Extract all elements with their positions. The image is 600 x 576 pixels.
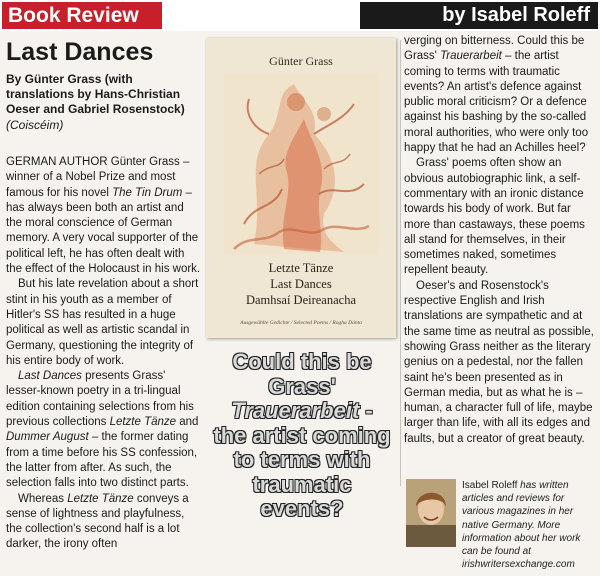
text-run: Oeser's and Rosenstock's respective English and Irish translations are sympathetic and at the same time as neutral as possible, showing Grass neither as the literary genius on a pedestal, nor the fallen saint he's been presented as in German media, but as what he is – human, a character full of life, maybe larger than life, with all its edges and faults, but a creator of great beauty. (404, 279, 594, 445)
author-byline: by Isabel Roleff (360, 2, 598, 29)
text-run: - the artist coming to terms with traumatic events? (213, 398, 391, 521)
cover-subtitle: Ausgewählte Gedichte / Selected Poems / Rogha Dánta (240, 320, 362, 326)
cover-title-line: Damhsaí Deireanacha (245, 293, 356, 307)
paragraph (404, 34, 596, 156)
text-run: GERMAN AUTHOR Günter Grass – winner of a Nobel Prize and most famous for his novel (6, 156, 190, 199)
cover-illustration (224, 74, 378, 254)
text-run: But his late revelation about a short stint in his youth as a member of Hitler's SS has resulted in a huge political as well as artistic scandal in Germany, questioning the integrity of his entire body of work. (6, 278, 199, 367)
text-run: – has always been both an artist and the moral conscience of German memory. A very vocal supporter of the political left, he has often dealt with the effect of the Holocaust in his work. (6, 186, 201, 276)
cover-author: Günter Grass (269, 54, 333, 68)
pull-quote (212, 350, 392, 522)
book-title: The Tin Drum (112, 186, 183, 199)
cover-title-line: Letzte Tänze (268, 261, 334, 275)
text-run: verging on bitterness. Could this be Grass' (404, 35, 585, 63)
text-run: Could this be Grass' (232, 349, 372, 399)
article-column-1 (6, 155, 202, 553)
bio-text (462, 479, 598, 571)
text-run: – the artist coming to terms with traumatic events? An artist's defence against public moral criticism? Or a defence against his bashing by the so-called moral authorities, who were only too happy that he had an Achilles heel? (404, 50, 589, 155)
emphasis: Trauerarbeit (231, 398, 360, 423)
cover-title (206, 260, 396, 308)
text-run: Grass' poems often show an obvious autobiographic link, a self-commentary with an ironic distance towards his body of work. But far more than castaways, these poems all stand for themselves, in their sometimes naked, sometimes repellent beauty. (404, 157, 585, 277)
text-run: Whereas (18, 492, 68, 505)
column-divider (400, 40, 401, 486)
author-photo (406, 479, 456, 547)
paragraph (6, 492, 202, 553)
author-bio (404, 475, 600, 576)
paragraph (6, 155, 202, 277)
emphasis: Trauerarbeit (440, 50, 502, 63)
text-run: conveys a sense of lightness and playfulness, the collection's second half is a lot darker, the irony often (6, 492, 189, 551)
article-title: Last Dances (6, 38, 154, 66)
text-run: presents Grass' lesser-known poetry in a tri-lingual edition containing selections from his previous collections (6, 370, 194, 429)
book-title: Dummer August (6, 431, 89, 444)
paragraph (6, 369, 202, 491)
section-label: Book Review (2, 2, 162, 29)
book-title: Last Dances (18, 370, 82, 383)
bio-description: has written articles and reviews for various magazines in her native Germany. More information about her work can be found at irishwritersexchange.com (462, 480, 581, 571)
paragraph (404, 279, 596, 447)
publisher-name: (Coiscéim) (6, 118, 64, 132)
book-cover (206, 38, 396, 338)
bio-author-name: Isabel Roleff (462, 480, 518, 491)
article-column-2 (404, 34, 596, 447)
book-title: Letzte Tänze (109, 416, 177, 429)
article-credits: By Günter Grass (with translations by Hans-Christian Oeser and Gabriel Rosenstock) (6, 72, 185, 116)
text-run: – the former dating from a time before his SS confession, the latter from after. As such, the selection falls into two distinct parts. (6, 431, 198, 490)
book-title: Letzte Tänze (67, 492, 134, 505)
paragraph (404, 156, 596, 278)
cover-title-line: Last Dances (270, 277, 332, 291)
paragraph (6, 277, 202, 369)
text-run: and (176, 416, 199, 429)
